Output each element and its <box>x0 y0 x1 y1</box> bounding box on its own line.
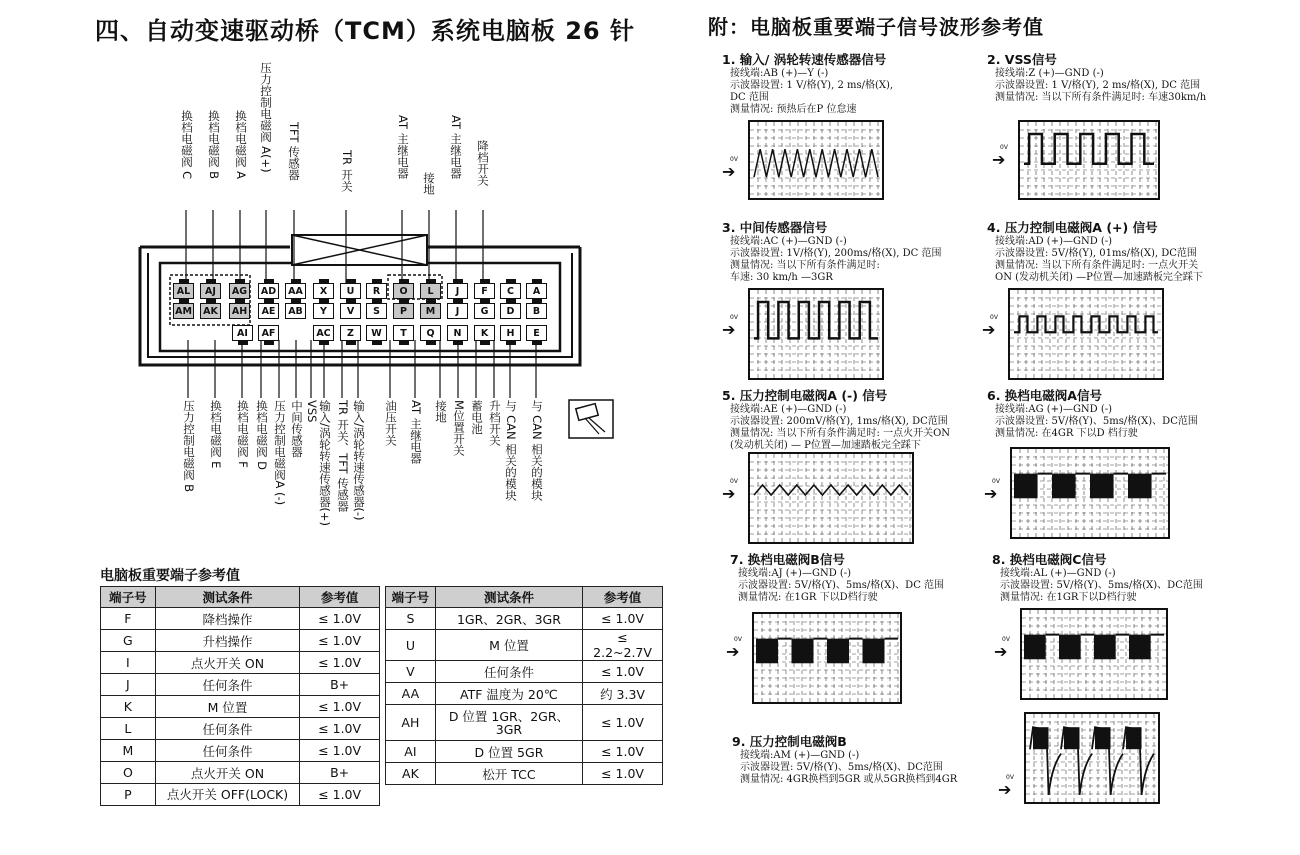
table-row <box>101 674 380 696</box>
table-title: 电脑板重要端子参考值 <box>100 568 240 584</box>
table-row <box>101 630 380 652</box>
pin-label-bottom: 油压开关 <box>384 400 398 446</box>
lead-lines <box>160 210 560 400</box>
col-header: 测试条件 <box>435 587 582 608</box>
waveform <box>1026 714 1158 802</box>
table-row <box>101 718 380 740</box>
terminal-cell: U <box>386 630 436 661</box>
value-cell: ≤ 2.2~2.7V <box>583 630 663 661</box>
condition-cell: 任何条件 <box>435 661 582 683</box>
pin-label: N <box>453 328 462 339</box>
pin-label: G <box>480 306 489 317</box>
value-cell: ≤ 1.0V <box>300 718 380 740</box>
signal-detail: 示波器设置: 5V/格(Y)、5ms/格(X)、DC 范围 <box>738 580 945 591</box>
value-cell: ≤ 1.0V <box>300 740 380 762</box>
pin-label: AK <box>203 306 218 317</box>
zero-volt-label: 0V <box>730 156 738 163</box>
pin-label-top: TFT 传感器 <box>287 122 301 181</box>
terminal-cell: G <box>101 630 156 652</box>
signal-detail: 测量情况: 4GR换档到5GR 或从5GR换档到4GR <box>740 774 958 785</box>
value-cell: ≤ 1.0V <box>583 705 663 741</box>
pin-label-bottom: AT 主继电器 <box>409 400 423 464</box>
waveform <box>1022 610 1166 698</box>
signal-detail: 接线端:Z (+)—GND (-) <box>995 68 1104 79</box>
pin-label-top: 降档开关 <box>476 140 490 186</box>
col-header: 端子号 <box>386 587 436 608</box>
value-cell: ≤ 1.0V <box>300 652 380 674</box>
terminal-cell: J <box>101 674 156 696</box>
oscilloscope-display <box>1020 608 1168 700</box>
pin-label: Z <box>347 328 354 339</box>
oscilloscope-display <box>748 452 914 544</box>
signal-detail: ON (发动机关闭) —P位置—加速踏板完全踩下 <box>995 272 1203 283</box>
table-row <box>101 784 380 806</box>
pin-label-bottom: 换档电磁阀 E <box>209 400 223 469</box>
pin-label-bottom: 接地 <box>434 400 448 423</box>
signal-detail: 示波器设置: 200mV/格(Y), 1ms/格(X), DC范围 <box>730 416 948 427</box>
connector-icon <box>567 398 615 440</box>
value-cell: ≤ 1.0V <box>300 630 380 652</box>
signal-detail: 示波器设置: 1 V/格(Y), 2 ms/格(X), <box>730 80 894 91</box>
pin-label: V <box>346 306 355 317</box>
pin-label-bottom: 蓄电池 <box>470 400 484 435</box>
signal-detail: DC 范围 <box>730 92 769 103</box>
signal-detail: 测量情况: 预热后在P 位怠速 <box>730 104 857 115</box>
signal-detail: (发动机关闭) — P位置—加速踏板完全踩下 <box>730 440 921 451</box>
condition-cell: 点火开关 ON <box>155 762 300 784</box>
condition-cell: ATF 温度为 20℃ <box>435 683 582 705</box>
zero-volt-arrow-icon: ➔ <box>998 780 1012 799</box>
value-cell: ≤ 1.0V <box>583 763 663 785</box>
pin-label-top: AT 主继电器 <box>449 115 463 179</box>
signal-detail: 示波器设置: 1 V/格(Y), 2 ms/格(X), DC 范围 <box>995 80 1201 91</box>
signal-detail: 接线端:AG (+)—GND (-) <box>995 404 1113 415</box>
pin-label: F <box>481 286 488 297</box>
signal-detail: 测量情况: 当以下所有条件满足时: 一点火开关 <box>995 260 1199 271</box>
signal-title: 3. 中间传感器信号 <box>722 220 828 235</box>
terminal-cell: S <box>386 608 436 630</box>
pin-label: AJ <box>205 286 216 297</box>
value-cell: ≤ 1.0V <box>583 661 663 683</box>
pin-label-top: TR 开关 <box>340 150 354 192</box>
pin-label-bottom: 换档电磁阀 F <box>236 400 250 468</box>
terminal-cell: O <box>101 762 156 784</box>
terminal-cell: AH <box>386 705 436 741</box>
terminal-cell: M <box>101 740 156 762</box>
signal-block <box>730 550 944 604</box>
value-cell: 约 3.3V <box>583 683 663 705</box>
zero-volt-label: 0V <box>730 314 738 321</box>
pin-label: AE <box>261 306 276 317</box>
pin-label: P <box>400 306 407 317</box>
condition-cell: D 位置 1GR、2GR、3GR <box>435 705 582 741</box>
signal-detail: 测量情况: 当以下所有条件满足时: <box>730 260 880 271</box>
pin-label-bottom: 压力控制电磁阀 B <box>182 400 196 493</box>
zero-volt-label: 0V <box>1002 636 1010 643</box>
pin-label-bottom: M位置开关 <box>452 400 466 456</box>
table-row <box>386 608 663 630</box>
terminal-cell: F <box>101 608 156 630</box>
terminal-cell: I <box>101 652 156 674</box>
pin-label: AF <box>261 328 276 339</box>
table-row <box>386 705 663 741</box>
table-row <box>386 630 663 661</box>
pin-label: D <box>506 306 515 317</box>
condition-cell: D 位置 5GR <box>435 741 582 763</box>
pin-label: C <box>507 286 514 297</box>
pin-label-bottom: 换档电磁阀 D <box>255 400 269 471</box>
signal-detail: 接线端:AE (+)—GND (-) <box>730 404 847 415</box>
pin-label: J <box>455 286 460 297</box>
pin-label: B <box>532 306 541 317</box>
pin-label: E <box>533 328 540 339</box>
table-row <box>386 741 663 763</box>
pin-label-top: 换档电磁阀 A <box>234 110 248 180</box>
oscilloscope-display <box>748 120 884 200</box>
signal-block <box>987 50 1206 104</box>
condition-cell: 任何条件 <box>155 740 300 762</box>
waveform <box>754 614 900 702</box>
signal-detail: 测量情况: 在1GR 下以D档行驶 <box>738 592 878 603</box>
zero-volt-arrow-icon: ➔ <box>994 642 1008 661</box>
signal-title: 4. 压力控制电磁阀A (+) 信号 <box>987 220 1158 235</box>
pin-label: M <box>425 306 436 317</box>
value-cell: ≤ 1.0V <box>300 696 380 718</box>
condition-cell: 松开 TCC <box>435 763 582 785</box>
signal-block <box>722 386 950 452</box>
terminal-cell: AI <box>386 741 436 763</box>
oscilloscope-display <box>752 612 902 704</box>
pin-label: Y <box>320 306 327 317</box>
signal-detail: 测量情况: 当以下所有条件满足时: 一点火开关ON <box>730 428 951 439</box>
value-cell: ≤ 1.0V <box>300 784 380 806</box>
pin-label-bottom: 输入/涡轮转速传感器(+) <box>318 400 332 526</box>
signal-detail: 测量情况: 在1GR下以D档行驶 <box>1000 592 1137 603</box>
terminal-cell: P <box>101 784 156 806</box>
table-row <box>101 652 380 674</box>
signal-detail: 测量情况: 当以下所有条件满足时: 车速30km/h <box>995 92 1207 103</box>
pin-label: J <box>455 306 460 317</box>
table-row <box>101 696 380 718</box>
pin-label: X <box>319 286 328 297</box>
signal-detail: 接线端:AM (+)—GND (-) <box>740 750 860 761</box>
pin-label-top: 换档电磁阀 B <box>207 110 221 180</box>
oscilloscope-display <box>748 288 884 380</box>
col-header: 端子号 <box>101 587 156 608</box>
signal-detail: 示波器设置: 1V/格(Y), 200ms/格(X), DC 范围 <box>730 248 942 259</box>
pin-label: S <box>373 306 380 317</box>
table-row <box>386 661 663 683</box>
terminal-cell: V <box>386 661 436 683</box>
terminal-cell: AA <box>386 683 436 705</box>
signal-detail: 接线端:AJ (+)—GND (-) <box>738 568 852 579</box>
zero-volt-arrow-icon: ➔ <box>982 320 996 339</box>
pin-label: H <box>506 328 515 339</box>
pin-label: R <box>372 286 381 297</box>
zero-volt-arrow-icon: ➔ <box>722 162 736 181</box>
col-header: 参考值 <box>300 587 380 608</box>
pin-label-bottom: 输入/涡轮转速传感器(-) <box>352 400 366 521</box>
oscilloscope-display <box>1008 288 1164 380</box>
zero-volt-label: 0V <box>730 478 738 485</box>
pin-label-bottom: 压力控制电磁阀A (-) <box>273 400 287 506</box>
pin-label-top: 压力控制电磁阀 A(+) <box>259 62 273 173</box>
pin-label-bottom: 中间传感器 <box>290 400 304 458</box>
zero-volt-label: 0V <box>992 478 1000 485</box>
waveform <box>750 454 912 542</box>
condition-cell: 升档操作 <box>155 630 300 652</box>
pin-label: AH <box>231 306 248 317</box>
value-cell: ≤ 1.0V <box>583 741 663 763</box>
signal-block <box>732 732 957 786</box>
pin-label: AM <box>175 306 192 317</box>
terminal-cell: AK <box>386 763 436 785</box>
zero-volt-arrow-icon: ➔ <box>992 150 1006 169</box>
col-header: 参考值 <box>583 587 663 608</box>
signal-detail: 车速: 30 km/h —3GR <box>730 272 833 283</box>
zero-volt-arrow-icon: ➔ <box>726 642 740 661</box>
pin-label: T <box>400 328 407 339</box>
waveform <box>1012 449 1168 537</box>
terminal-cell: L <box>101 718 156 740</box>
signal-detail: 示波器设置: 5V/格(Y)、5ms/格(X)、DC范围 <box>1000 580 1203 591</box>
condition-cell: 任何条件 <box>155 674 300 696</box>
pin-label: AB <box>288 306 303 317</box>
signal-block <box>987 218 1203 284</box>
waveform <box>1010 290 1162 378</box>
signal-detail: 接线端:AB (+)—Y (-) <box>730 68 829 79</box>
pin-label-bottom: 升档开关 <box>488 400 502 446</box>
pin-label: AA <box>288 286 303 297</box>
table-row <box>101 608 380 630</box>
signal-detail: 示波器设置: 5V/格(Y)、5ms/格(X)、DC范围 <box>740 762 943 773</box>
pin-label: AC <box>316 328 331 339</box>
pin-label: O <box>399 286 408 297</box>
pin-label-bottom: VSS <box>305 400 319 423</box>
pin-label-bottom: TR 开关、TFT 传感器 <box>336 400 350 512</box>
pin-label-bottom: 与 CAN 相关的模块 <box>530 400 544 501</box>
zero-volt-label: 0V <box>1000 144 1008 151</box>
pin-label: Q <box>426 328 435 339</box>
pin-label-bottom: 与 CAN 相关的模块 <box>504 400 518 501</box>
signal-title: 9. 压力控制电磁阀B <box>732 734 847 749</box>
table-row <box>386 763 663 785</box>
signal-detail: 示波器设置: 5V/格(Y)、5ms/格(X)、DC范围 <box>995 416 1198 427</box>
signal-block <box>987 386 1198 440</box>
reference-table-right <box>385 586 663 785</box>
signal-block <box>722 50 893 116</box>
signal-title: 5. 压力控制电磁阀A (-) 信号 <box>722 388 888 403</box>
pin-label: AD <box>260 286 277 297</box>
pin-label-top: AT 主继电器 <box>396 115 410 179</box>
signal-block <box>992 550 1203 604</box>
table-row <box>101 762 380 784</box>
zero-volt-label: 0V <box>990 314 998 321</box>
value-cell: B+ <box>300 762 380 784</box>
condition-cell: 点火开关 OFF(LOCK) <box>155 784 300 806</box>
zero-volt-arrow-icon: ➔ <box>984 484 998 503</box>
table-row <box>386 683 663 705</box>
pin-label: A <box>532 286 541 297</box>
condition-cell: M 位置 <box>155 696 300 718</box>
condition-cell: 1GR、2GR、3GR <box>435 608 582 630</box>
col-header: 测试条件 <box>155 587 300 608</box>
pin-label: AG <box>231 286 248 297</box>
zero-volt-label: 0V <box>734 636 742 643</box>
waveform <box>750 122 882 198</box>
oscilloscope-display <box>1024 712 1160 804</box>
value-cell: ≤ 1.0V <box>583 608 663 630</box>
signal-detail: 接线端:AD (+)—GND (-) <box>995 236 1113 247</box>
signal-block <box>722 218 941 284</box>
zero-volt-arrow-icon: ➔ <box>722 320 736 339</box>
pin-label: AI <box>237 328 248 339</box>
pin-label: U <box>346 286 355 297</box>
signal-detail: 接线端:AL (+)—GND (-) <box>1000 568 1116 579</box>
oscilloscope-display <box>1010 447 1170 539</box>
signal-title: 2. VSS信号 <box>987 52 1057 67</box>
signal-title: 1. 输入/ 涡轮转速传感器信号 <box>722 52 887 67</box>
pin-label-top: 接地 <box>422 172 436 195</box>
pin-label: L <box>427 286 434 297</box>
condition-cell: 任何条件 <box>155 718 300 740</box>
condition-cell: 点火开关 ON <box>155 652 300 674</box>
signal-title: 8. 换档电磁阀C信号 <box>992 552 1107 567</box>
condition-cell: 降档操作 <box>155 608 300 630</box>
oscilloscope-display <box>1018 120 1160 200</box>
terminal-cell: K <box>101 696 156 718</box>
zero-volt-arrow-icon: ➔ <box>722 484 736 503</box>
pin-label: AL <box>176 286 191 297</box>
signal-title: 6. 换档电磁阀A信号 <box>987 388 1102 403</box>
reference-table-left <box>100 586 380 806</box>
pin-label: W <box>371 328 382 339</box>
waveform <box>750 290 882 378</box>
pin-label-top: 换档电磁阀 C <box>180 110 194 180</box>
zero-volt-label: 0V <box>1006 774 1014 781</box>
condition-cell: M 位置 <box>435 630 582 661</box>
signal-detail: 示波器设置: 5V/格(Y), 01ms/格(X), DC范围 <box>995 248 1197 259</box>
table-row <box>101 740 380 762</box>
waveform <box>1020 122 1158 198</box>
pin-label: K <box>480 328 489 339</box>
value-cell: ≤ 1.0V <box>300 608 380 630</box>
value-cell: B+ <box>300 674 380 696</box>
left-title: 四、自动变速驱动桥（TCM）系统电脑板 26 针 <box>95 17 635 45</box>
signal-detail: 接线端:AC (+)—GND (-) <box>730 236 847 247</box>
right-title: 附：电脑板重要端子信号波形参考值 <box>708 15 1044 39</box>
signal-detail: 测量情况: 在4GR 下以D 档行驶 <box>995 428 1138 439</box>
signal-title: 7. 换档电磁阀B信号 <box>730 552 845 567</box>
